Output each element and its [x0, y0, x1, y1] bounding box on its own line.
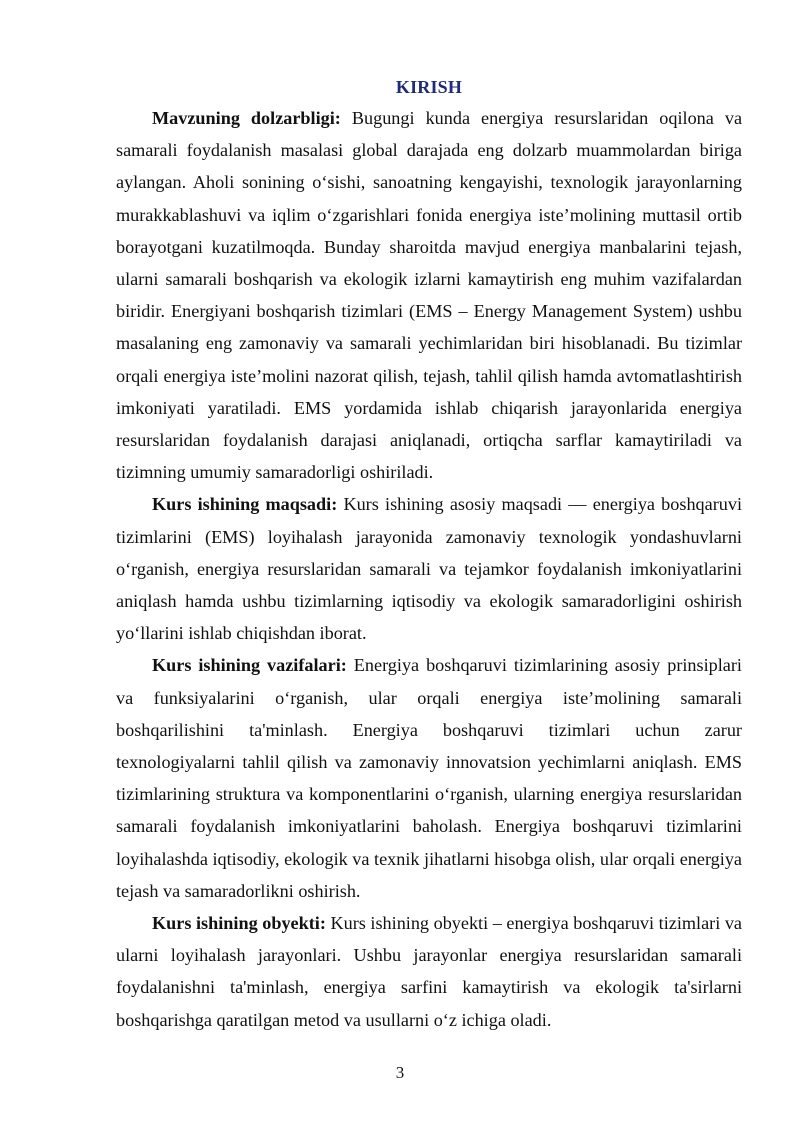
paragraph-object: [116, 907, 742, 1036]
paragraph-relevance: [116, 102, 742, 488]
paragraph-lead: Kurs ishining maqsadi:: [152, 494, 338, 515]
section-title: KIRISH: [395, 77, 463, 97]
paragraph-lead: Kurs ishining vazifalari:: [152, 655, 347, 676]
paragraph-text: Kurs ishining asosiy maqsadi — energiya boshqaruvi tizimlarini (EMS) loyihalash jarayonida zamonaviy texnologik yondashuvlarni o‘rganish, energiya resurslaridan samarali va tejamkor foydalanish imkoniyatlarini aniqlash hamda ushbu tizimlarning iqtisodiy va ekologik samaradorligini oshirish yo‘llarini ishlab chiqishdan iborat.: [116, 494, 743, 644]
paragraph-text: Energiya boshqaruvi tizimlarining asosiy prinsiplari va funksiyalarini o‘rganish, ular orqali energiya iste’molining samarali boshqarilishini ta'minlash. Energiya boshqaruvi tizimlari uchun zarur texnologiyalarni tahlil qilish va zamonaviy innovatsion yechimlarni aniqlash. EMS tizimlarining struktura va komponentlarini o‘rganish, ularning energiya resurslaridan samarali foydalanish imkoniyatlarini baholash. Energiya boshqaruvi tizimlarini loyihalashda iqtisodiy, ekologik va texnik jihatlarni hisobga olish, ular orqali energiya tejash va samaradorlikni oshirish.: [116, 655, 742, 901]
paragraph-text: Bugungi kunda energiya resurslaridan oqilona va samarali foydalanish masalasi global darajada eng dolzarb muammolardan biriga aylangan. Aholi sonining o‘sishi, sanoatning kengayishi, texnologik jarayonlarning murakkablashuvi va iqlim o‘zgarishlari fonida energiya iste’molining muttasil ortib borayotgani kuzatilmoqda. Bunday sharoitda mavjud energiya manbalarini tejash, ularni samarali boshqarish va ekologik izlarni kamaytirish eng muhim vazifalardan biridir. Energiyani boshqarish tizimlari (EMS – Energy Management System) ushbu masalaning eng zamonaviy va samarali yechimlaridan biri hisoblanadi. Bu tizimlar orqali energiya iste’molini nazorat qilish, tejash, tahlil qilish hamda avtomatlashtirish imkoniyati yaratiladi. EMS yordamida ishlab chiqarish jarayonlarida energiya resurslaridan foydalanish darajasi aniqlanadi, ortiqcha sarflar kamaytiriladi va tizimning umumiy samaradorligi oshiriladi.: [116, 108, 743, 483]
paragraph-tasks: [116, 649, 742, 907]
paragraph-lead: Mavzuning dolzarbligi:: [152, 108, 341, 128]
paragraph-text: Kurs ishining obyekti – energiya boshqaruvi tizimlari va ularni loyihalash jarayonlari. Ushbu jarayonlar energiya resurslaridan samarali foydalanishni ta'minlash, energiya sarfini kamaytirish va ekologik ta'sirlarni boshqarishga qaratilgan metod va usullarni o‘z ichiga oladi.: [116, 913, 742, 1030]
paragraph-goal: [116, 488, 742, 649]
page-content: [116, 74, 742, 1036]
page-number: 3: [395, 1063, 405, 1082]
paragraph-lead: Kurs ishining obyekti:: [152, 913, 326, 934]
